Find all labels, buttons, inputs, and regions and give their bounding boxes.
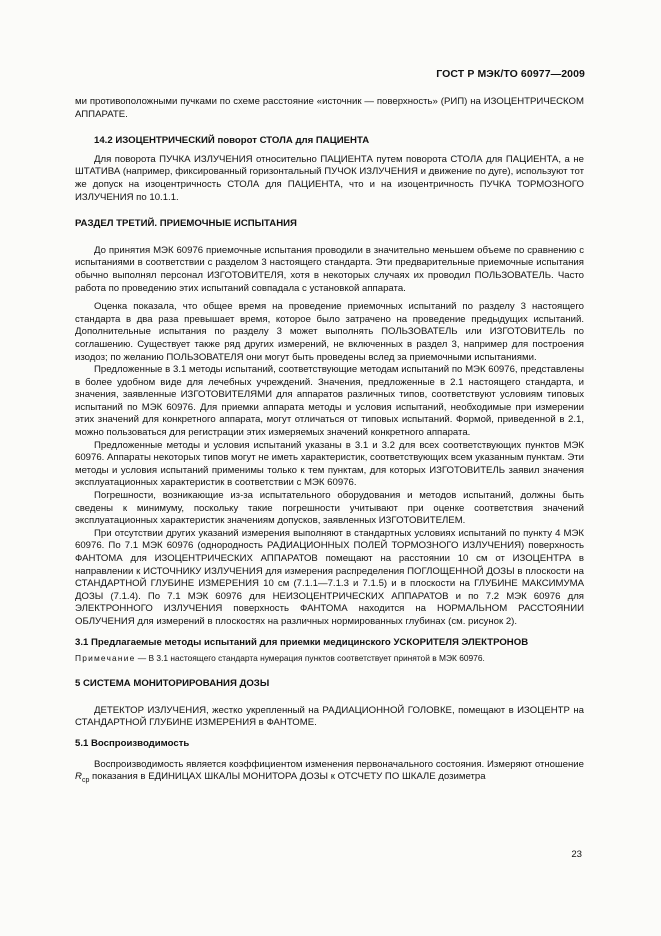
paragraph-5-1: [75, 759, 584, 788]
paragraph-continued: ми противоположными пучками по схеме расстояние «источник — поверхность» (РИП) на ИЗОЦЕНТРИЧЕСКОМ АППАРАТЕ.: [75, 96, 584, 120]
ratio-symbol: R: [75, 771, 82, 783]
heading-5-1: 5.1 Воспроизводимость: [75, 737, 190, 749]
paragraph-4: Предложенные методы и условия испытаний указаны в 3.1 и 3.2 для всех соответствующих пунктов МЭК 60976. Аппараты некоторых типов могут не иметь характеристик, соответствующих всем указанным пунктам. Эти методы и условия испытаний применимы только к тем пунктам, для которых ИЗГОТОВИТЕЛЬ заявил значения эксплуатационных характеристик в соответствии с МЭК 60976.: [75, 439, 584, 489]
paragraph-14-2: Для поворота ПУЧКА ИЗЛУЧЕНИЯ относительно ПАЦИЕНТА путем поворота СТОЛА для ПАЦИЕНТА, а не ШТАТИВА (например, фиксированный горизонтальный ПУЧОК ИЗЛУЧЕНИЯ и движение по дуге), используют тот же допуск на изоцентричность СТОЛА для ПАЦИЕНТА, что и на изоцентричность ПУЧКА ТОРМОЗНОГО ИЗЛУЧЕНИЯ по 10.1.1.: [75, 153, 584, 203]
heading-5: 5 СИСТЕМА МОНИТОРИРОВАНИЯ ДОЗЫ: [75, 678, 270, 690]
paragraph-5-1-part-a: Воспроизводимость является коэффициентом изменения первоначального состояния. Измеряют отношение: [94, 758, 584, 770]
document-header: ГОСТ Р МЭК/ТО 60977—2009: [436, 68, 585, 80]
paragraph-5-main: ДЕТЕКТОР ИЗЛУЧЕНИЯ, жестко укрепленный на РАДИАЦИОННОЙ ГОЛОВКЕ, помещают в ИЗОЦЕНТР на СТАНДАРТНОЙ ГЛУБИНЕ ИЗМЕРЕНИЯ в ФАНТОМЕ.: [75, 704, 584, 729]
section-heading-acceptance-tests: РАЗДЕЛ ТРЕТИЙ. ПРИЕМОЧНЫЕ ИСПЫТАНИЯ: [75, 218, 297, 230]
note-text: — В 3.1 настоящего стандарта нумерация пунктов соответствует принятой в МЭК 60976.: [135, 653, 485, 664]
heading-14-2: 14.2 ИЗОЦЕНТРИЧЕСКИЙ поворот СТОЛА для ПАЦИЕНТА: [94, 135, 370, 147]
note-label: Примечание: [75, 653, 136, 664]
paragraph-1: До принятия МЭК 60976 приемочные испытания проводили в значительно меньшем объеме по сравнению с испытаниями в соответствии с разделом 3 настоящего стандарта. Эти предварительные приемочные испытания обычно выполнял персонал ИЗГОТОВИТЕЛЯ, хотя в некоторых случаях их проводил ПОЛЬЗОВАТЕЛЬ. Часто работа по проведению этих испытаний совпадала с установкой аппарата.: [75, 244, 584, 294]
paragraph-2: Оценка показала, что общее время на проведение приемочных испытаний по разделу 3 настоящего стандарта в два раза превышает время, которое было затрачено на проведение предыдущих испытаний. Дополнительные испытания по разделу 3 может выполнять ПОЛЬЗОВАТЕЛЬ или ИЗГОТОВИТЕЛЬ по соглашению. Существует также ряд других измерений, не включенных в раздел 3, например для построения изодоз; по желанию ПОЛЬЗОВАТЕЛЯ они могут быть проведены вслед за приемочными испытаниями.: [75, 301, 584, 363]
heading-3-1: 3.1 Предлагаемые методы испытаний для приемки медицинского УСКОРИТЕЛЯ ЭЛЕКТРОНОВ: [75, 636, 529, 648]
paragraph-6: При отсутствии других указаний измерения выполняют в стандартных условиях испытаний по пункту 4 МЭК 60976. По 7.1 МЭК 60976 (однородность РАДИАЦИОННЫХ ПОЛЕЙ ТОРМОЗНОГО ИЗЛУЧЕНИЯ) поверхность ФАНТОМА для ИЗОЦЕНТРИЧЕСКИХ АППАРАТОВ помещают на расстоянии 10 см от ИЗОЦЕНТРА в направлении к ИСТОЧНИКУ ИЗЛУЧЕНИЯ для измерения распределения ПОГЛОЩЕННОЙ ДОЗЫ в плоскости на СТАНДАРТНОЙ ГЛУБИНЕ ИЗМЕРЕНИЯ 10 см (7.1.1—7.1.3 и 7.1.5) и в плоскости на ГЛУБИНЕ МАКСИМУМА ДОЗЫ (7.1.4). По 7.1 МЭК 60976 для НЕИЗОЦЕНТРИЧЕСКИХ АППАРАТОВ и по 7.2 МЭК 60976 для ЭЛЕКТРОННОГО ИЗЛУЧЕНИЯ поверхность ФАНТОМА находится на НОРМАЛЬНОМ РАССТОЯНИИ ОБЛУЧЕНИЯ для измерений в плоскостях на различных нормированных глубинах (см. рисунок 2).: [75, 527, 584, 627]
paragraph-5-1-part-b: показания в ЕДИНИЦАХ ШКАЛЫ МОНИТОРА ДОЗЫ к ОТСЧЕТУ ПО ШКАЛЕ дозиметра: [89, 771, 486, 783]
page-number: 23: [571, 849, 582, 860]
paragraph-3: Предложенные в 3.1 методы испытаний, соответствующие методам испытаний по МЭК 60976, представлены в более удобном виде для лечебных учреждений. Значения, предложенные в 2.1 настоящего стандарта, и значения, заявленные ИЗГОТОВИТЕЛЯМИ для аппаратов различных типов, соответствуют условиям типовых испытаний по МЭК 60976. Для приемки аппарата методы и условия испытаний, необходимые при измерении этих значений для конкретного аппарата, могут отличаться от типовых испытаний. Формой, приведенной в 2.1, можно пользоваться для регистрации этих измеряемых значений конкретного аппарата.: [75, 364, 584, 439]
note: [75, 653, 584, 664]
paragraph-5: Погрешности, возникающие из-за испытательного оборудования и методов испытаний, должны быть сведены к минимуму, поскольку такие погрешности учитывают при оценке соответствия значений эксплуатационных характеристик значениям допусков, заявленных ИЗГОТОВИТЕЛЕМ.: [75, 490, 584, 527]
page-content: [75, 96, 584, 788]
ratio-subscript: ср: [81, 777, 90, 785]
